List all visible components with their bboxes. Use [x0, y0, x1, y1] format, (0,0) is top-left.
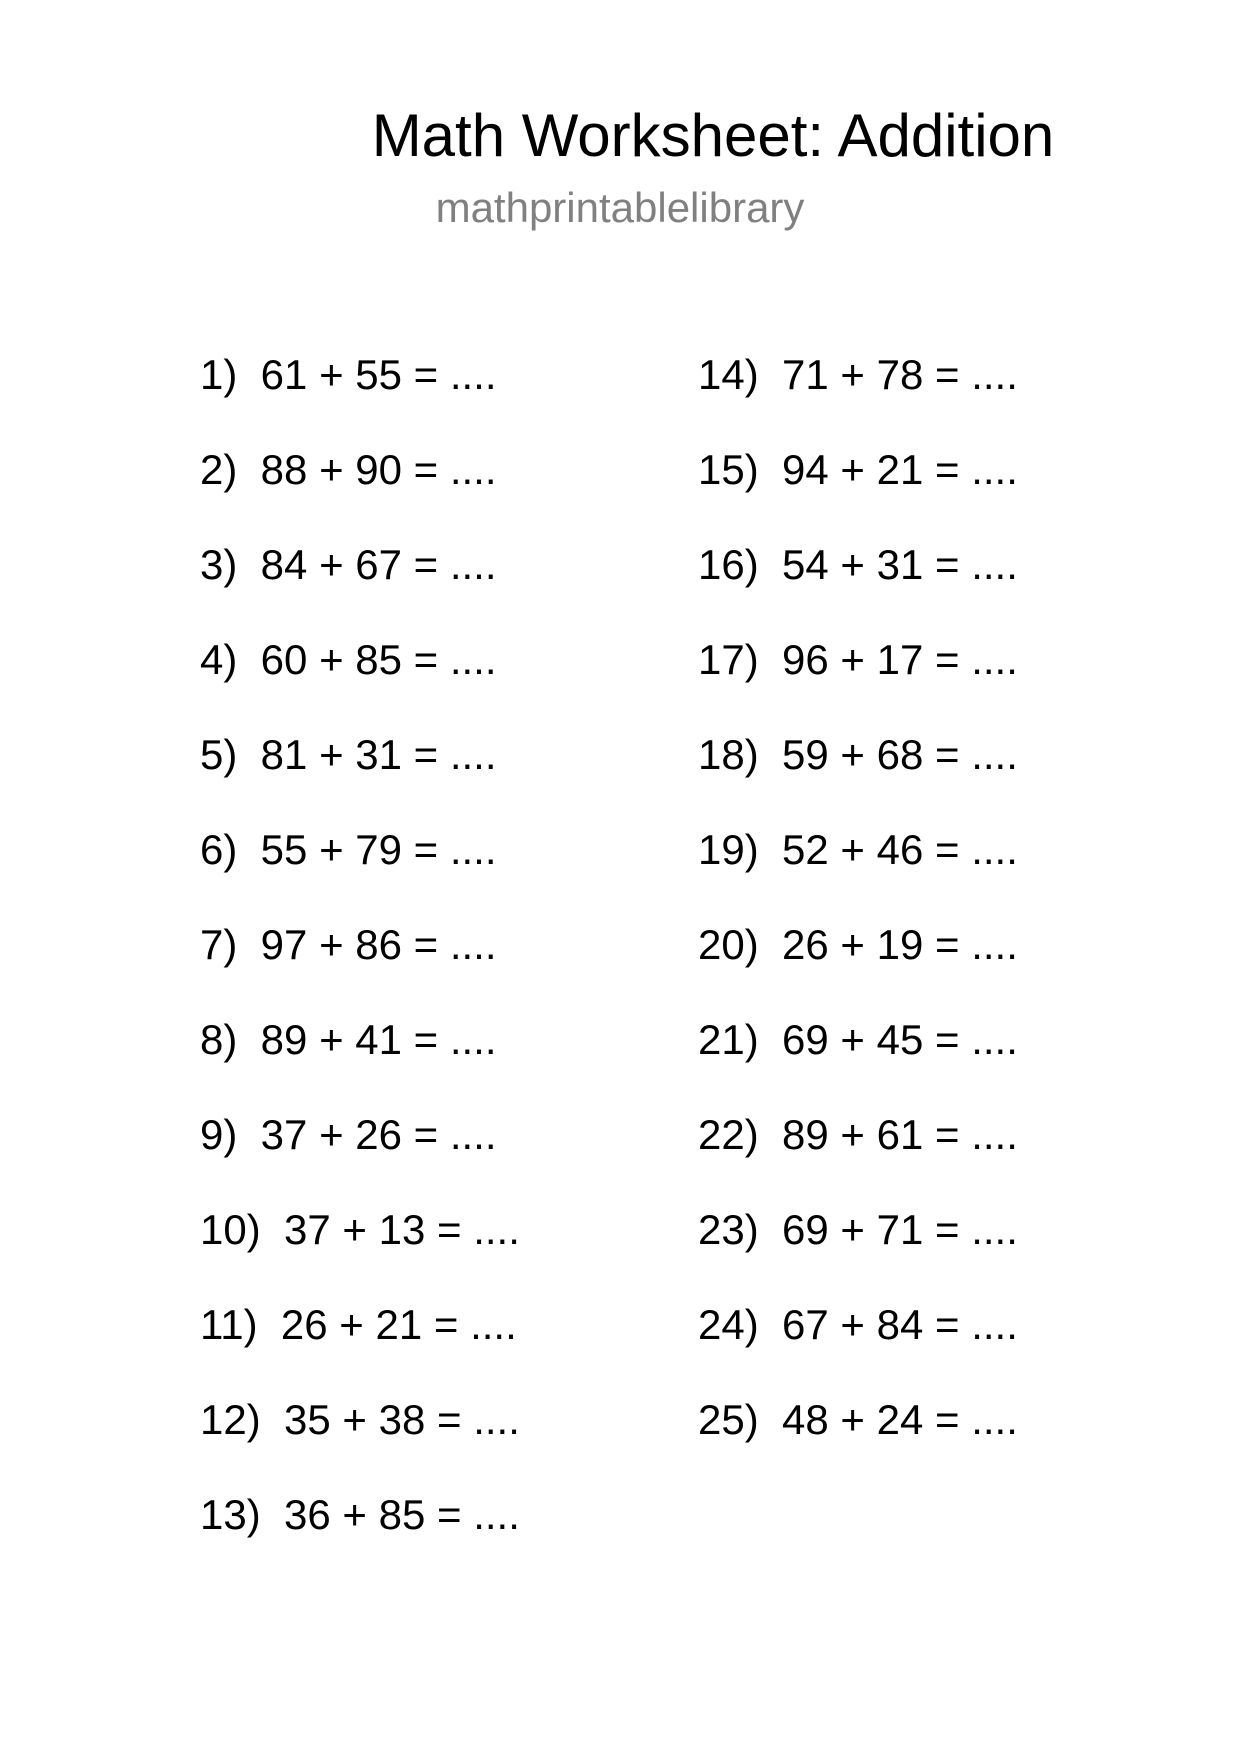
problem-item: 10) 37 + 13 = ....: [200, 1206, 520, 1253]
problem-item: 16) 54 + 31 = ....: [698, 541, 1018, 588]
problem-item: 24) 67 + 84 = ....: [698, 1301, 1018, 1348]
problem-item: 20) 26 + 19 = ....: [698, 921, 1018, 968]
problem-item: 5) 81 + 31 = ....: [200, 731, 497, 778]
problem-item: 13) 36 + 85 = ....: [200, 1491, 520, 1538]
page-subtitle: mathprintablelibrary: [435, 184, 805, 231]
problem-item: 21) 69 + 45 = ....: [698, 1016, 1018, 1063]
problem-item: 9) 37 + 26 = ....: [200, 1111, 497, 1158]
problem-item: 14) 71 + 78 = ....: [698, 351, 1018, 398]
problem-item: 15) 94 + 21 = ....: [698, 446, 1018, 493]
problem-item: 3) 84 + 67 = ....: [200, 541, 497, 588]
problem-item: 25) 48 + 24 = ....: [698, 1396, 1018, 1443]
problem-item: 2) 88 + 90 = ....: [200, 446, 497, 493]
problem-item: 17) 96 + 17 = ....: [698, 636, 1018, 683]
problem-item: 7) 97 + 86 = ....: [200, 921, 497, 968]
problem-item: 19) 52 + 46 = ....: [698, 826, 1018, 873]
problem-item: 8) 89 + 41 = ....: [200, 1016, 497, 1063]
problem-column-right: [698, 350, 1018, 1490]
problem-item: 4) 60 + 85 = ....: [200, 636, 497, 683]
problem-item: 23) 69 + 71 = ....: [698, 1206, 1018, 1253]
problem-item: 6) 55 + 79 = ....: [200, 826, 497, 873]
problem-item: 18) 59 + 68 = ....: [698, 731, 1018, 778]
problem-item: 1) 61 + 55 = ....: [200, 351, 497, 398]
page-title: Math Worksheet: Addition: [371, 102, 1055, 169]
problem-item: 12) 35 + 38 = ....: [200, 1396, 520, 1443]
problem-item: 22) 89 + 61 = ....: [698, 1111, 1018, 1158]
problem-item: 11) 26 + 21 = ....: [200, 1301, 517, 1348]
problem-column-left: [200, 350, 520, 1585]
